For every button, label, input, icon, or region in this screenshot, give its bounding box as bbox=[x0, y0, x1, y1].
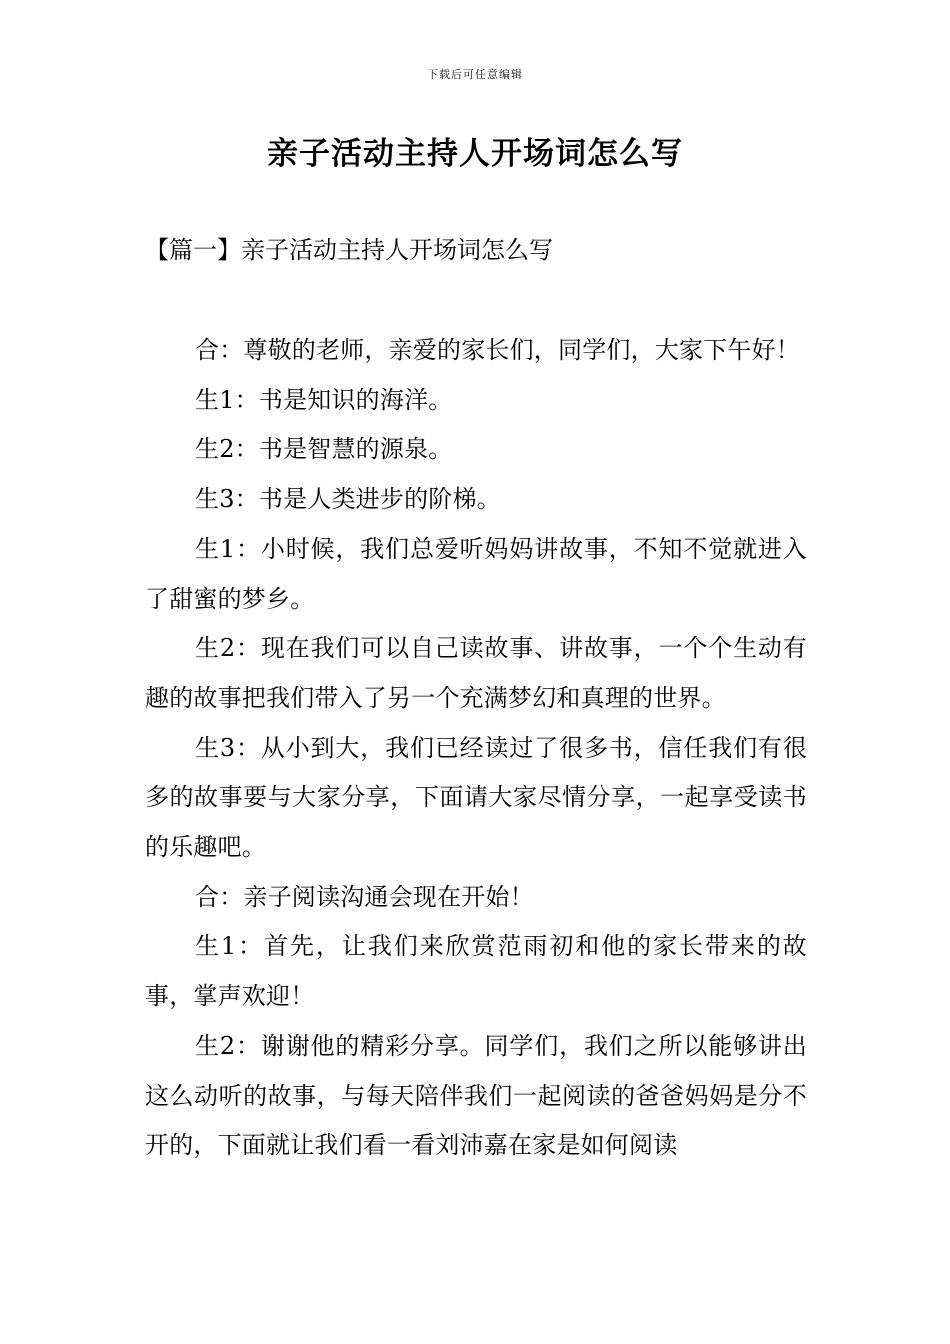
paragraph: 生3：从小到大，我们已经读过了很多书，信任我们有很多的故事要与大家分享，下面请大家尽情分享，一起享受读书的乐趣吧。 bbox=[145, 733, 807, 862]
document-title: 亲子活动主持人开场词怎么写 bbox=[267, 136, 683, 172]
paragraph: 生2：谢谢他的精彩分享。同学们，我们之所以能够讲出这么动听的故事，与每天陪伴我们一起阅读的爸爸妈妈是分不开的，下面就让我们看一看刘沛嘉在家是如何阅读 bbox=[145, 1031, 807, 1160]
section-heading: 【篇一】亲子活动主持人开场词怎么写 bbox=[145, 236, 553, 264]
paragraph: 生2：书是智慧的源泉。 bbox=[195, 435, 453, 464]
paragraph: 生1：小时候，我们总爱听妈妈讲故事，不知不觉就进入了甜蜜的梦乡。 bbox=[145, 534, 807, 613]
document-body bbox=[145, 326, 807, 1171]
paragraph: 合：亲子阅读沟通会现在开始！ bbox=[195, 882, 534, 911]
paragraph: 合：尊敬的老师，亲爱的家长们，同学们，大家下午好！ bbox=[195, 336, 800, 364]
header-note: 下载后可任意编辑 bbox=[427, 68, 523, 81]
paragraph: 生3：书是人类进步的阶梯。 bbox=[195, 485, 501, 514]
paragraph: 生2：现在我们可以自己读故事、讲故事，一个个生动有趣的故事把我们带入了另一个充满梦幻和真理的世界。 bbox=[145, 634, 807, 712]
paragraph: 生1：首先，让我们来欣赏范雨初和他的家长带来的故事，掌声欢迎！ bbox=[145, 932, 807, 1011]
paragraph: 生1：书是知识的海洋。 bbox=[195, 385, 453, 414]
